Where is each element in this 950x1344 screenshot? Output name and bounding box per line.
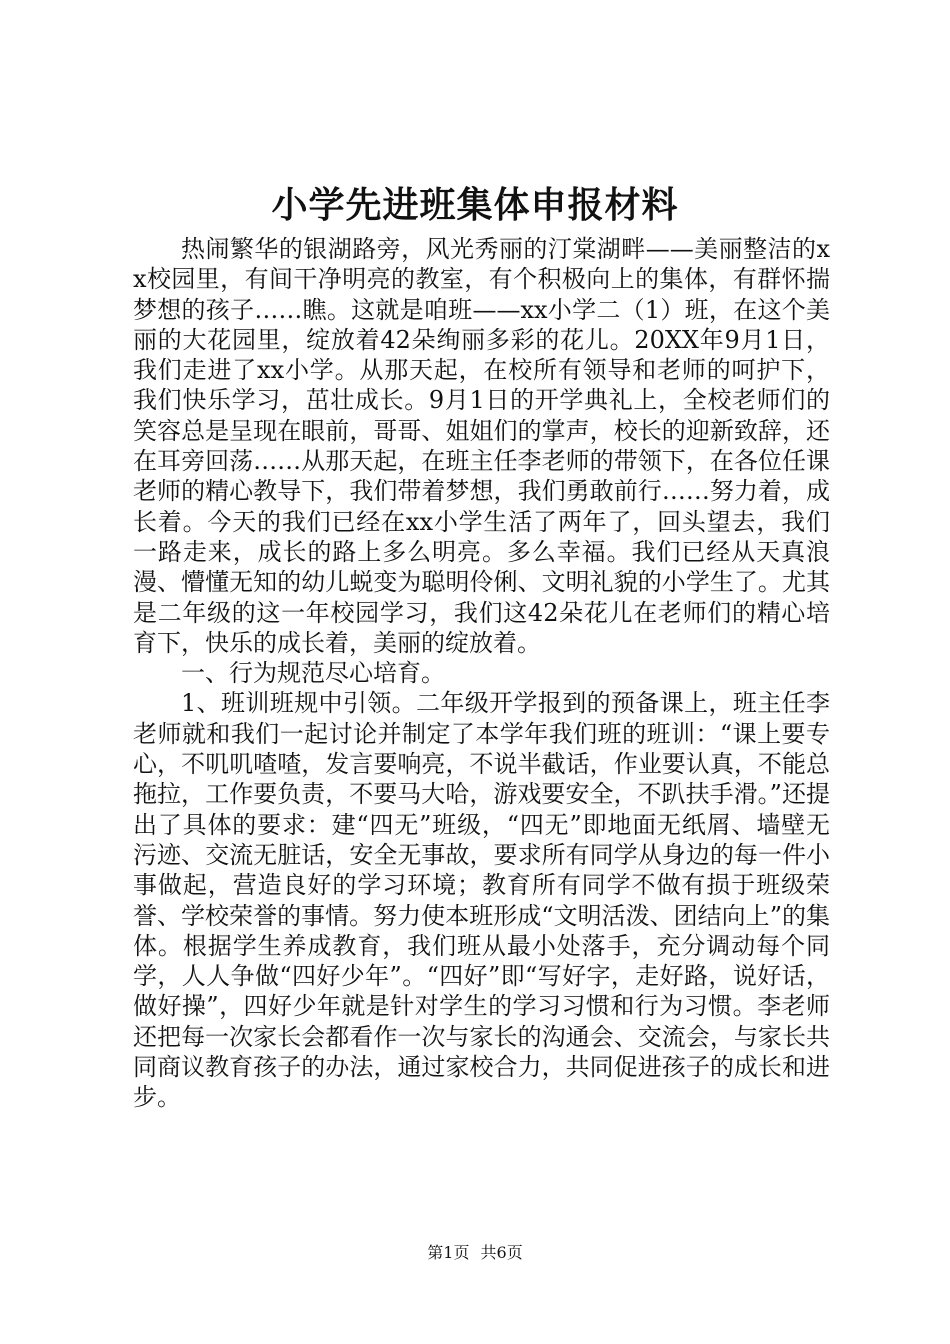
document-body bbox=[133, 234, 830, 1113]
page-footer bbox=[0, 1243, 950, 1263]
paragraph-intro: 热闹繁华的银湖路旁，风光秀丽的汀棠湖畔——美丽整洁的xx校园里，有间干净明亮的教室，有个积极向上的集体，有群怀揣梦想的孩子……瞧。这就是咱班——xx小学二（1）班，在这个美丽的大花园里，绽放着42朵绚丽多彩的花儿。20XX年9月1日，我们走进了xx小学。从那天起，在校所有领导和老师的呵护下，我们快乐学习，茁壮成长。9月1日的开学典礼上，全校老师们的笑容总是呈现在眼前，哥哥、姐姐们的掌声，校长的迎新致辞，还在耳旁回荡……从那天起，在班主任李老师的带领下，在各位任课老师的精心教导下，我们带着梦想，我们勇敢前行……努力着，成长着。今天的我们已经在xx小学生活了两年了，回头望去，我们一路走来，成长的路上多么明亮。多么幸福。我们已经从天真浪漫、懵懂无知的幼儿蜕变为聪明伶俐、文明礼貌的小学生了。尤其是二年级的这一年校园学习，我们这42朵花儿在老师们的精心培育下，快乐的成长着，美丽的绽放着。 bbox=[133, 235, 830, 657]
document-title: 小学先进班集体申报材料 bbox=[271, 184, 679, 226]
page-number: 第1页 bbox=[427, 1243, 470, 1262]
paragraph-class-rules: 1、班训班规中引领。二年级开学报到的预备课上，班主任李老师就和我们一起讨论并制定了本学年我们班的班训：“课上要专心，不叽叽喳喳，发言要响亮，不说半截话，作业要认真，不能总拖拉，工作要负责，不要马大哈，游戏要安全，不趴扶手滑。”还提出了具体的要求：建“四无”班级，“四无”即地面无纸屑、墙壁无污迹、交流无脏话，安全无事故，要求所有同学从身边的每一件小事做起，营造良好的学习环境；教育所有同学不做有损于班级荣誉、学校荣誉的事情。努力使本班形成“文明活泼、团结向上”的集体。根据学生养成教育，我们班从最小处落手，充分调动每个同学，人人争做“四好少年”。“四好”即“写好字，走好路，说好话，做好操”，四好少年就是针对学生的学习习惯和行为习惯。李老师还把每一次家长会都看作一次与家长的沟通会、交流会，与家长共同商议教育孩子的办法，通过家校合力，共同促进孩子的成长和进步。 bbox=[133, 689, 830, 1112]
page-total: 共6页 bbox=[480, 1243, 523, 1262]
section-heading: 一、行为规范尽心培育。 bbox=[181, 659, 445, 688]
